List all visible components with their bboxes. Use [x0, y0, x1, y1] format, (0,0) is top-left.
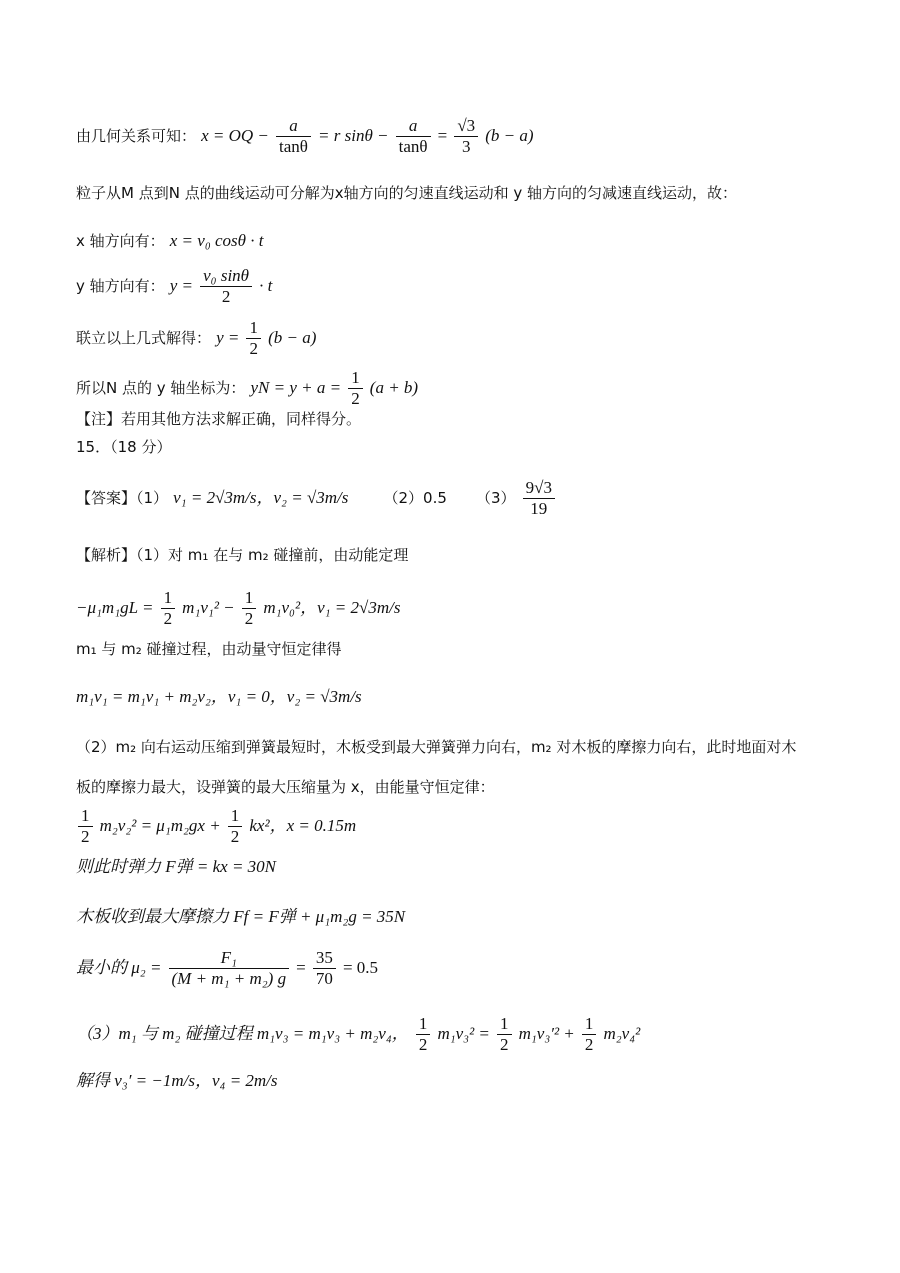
- fraction: $\frac{1}{2}$: [416, 1014, 431, 1055]
- solve-y-line: 联立以上几式解得： y = $\frac{1}{2}$ (b − a): [76, 318, 317, 358]
- fraction: $\frac{1}{2}$: [582, 1014, 597, 1055]
- fraction: $\frac{1}{2}$: [161, 588, 176, 629]
- fraction: $\frac{35}{70}$: [313, 948, 336, 989]
- energy-equation: $\frac{1}{2}$ m₂v₂² = μ₁m₂gx + $\frac{1}{2}$ kx²，x = 0.15m: [76, 806, 356, 847]
- n-point-coordinate-line: 所以N 点的 y 轴坐标为： yN = y + a = $\frac{1}{2}$ (a + b): [76, 368, 419, 408]
- fraction: $\frac{9√3}{19}$: [523, 478, 555, 519]
- fraction: $\frac{a}{\tan\theta}$: [276, 116, 311, 157]
- note-text: 【注】若用其他方法求解正确，同样得分。: [76, 410, 362, 428]
- kinetic-energy-equation: −μ₁m₁gL = $\frac{1}{2}$ m₁v₁² − $\frac{1}{2}$ m₁v₀²，v₁ = 2√3m/s: [76, 588, 401, 628]
- fraction: $\frac{\text{F₁}}{\text{(M + m₁ + m₂) g}}$: [169, 948, 290, 989]
- max-friction-line: 木板收到最大摩擦力 Ff = F弹 + μ₁m₂g = 35N: [76, 907, 406, 926]
- fraction: $\frac{1}{2}$: [348, 368, 363, 409]
- fraction: $\frac{1}{2}$: [228, 806, 243, 847]
- part3-collision-line: （3）m₁ 与 m₂ 碰撞过程 m₁v₃ = m₁v₃ + m₂v₄， $\frac{1}{2}$ m₁v₃² = $\frac{1}{2}$ m₁v₃′² + $\frac{1}{2}$ m₂v₄²: [76, 1014, 641, 1054]
- answer-line: 【答案】（1） v₁ = 2√3m/s，v₂ = √3m/s （2）0.5 （3） $\frac{9√3}{19}$: [76, 478, 557, 519]
- formula: (b − a): [485, 126, 534, 145]
- text: 由几何关系可知：: [76, 127, 197, 145]
- formula: =: [437, 126, 448, 145]
- part2-text-1: （2）m₂ 向右运动压缩到弹簧最短时，木板受到最大弹簧弹力向右，m₂ 对木板的摩擦力向右，此时地面对木: [76, 738, 797, 756]
- geometry-relation-line: [76, 116, 534, 157]
- fraction: $\frac{a}{\tan\theta}$: [396, 116, 431, 157]
- part2-text-2: 板的摩擦力最大，设弹簧的最大压缩量为 x，由能量守恒定律：: [76, 778, 495, 796]
- question-number: 15．（18 分）: [76, 438, 172, 456]
- momentum-equation: m₁v₁ = m₁v₁ + m₂v₂，v₁ = 0，v₂ = √3m/s: [76, 687, 362, 706]
- part3-solution-line: 解得 v₃′ = −1m/s，v₄ = 2m/s: [76, 1071, 278, 1090]
- analysis-intro: 【解析】（1）对 m₁ 在与 m₂ 碰撞前，由动能定理: [76, 546, 409, 564]
- spring-force-line: 则此时弹力 F弹 = kx = 30N: [76, 857, 277, 876]
- formula: x = OQ −: [201, 126, 269, 145]
- min-mu-line: 最小的 μ₂ = $\frac{\text{F₁}}{\text{(M + m₁ + m₂) g}}$ = $\frac{35}{70}$ = 0.5: [76, 948, 379, 988]
- collision-text: m₁ 与 m₂ 碰撞过程，由动量守恒定律得: [76, 640, 342, 658]
- fraction: $\frac{1}{2}$: [242, 588, 257, 629]
- fraction: $\frac{1}{2}$: [78, 806, 93, 847]
- fraction: $\frac{√3}{3}$: [454, 116, 478, 157]
- fraction: $\frac{1}{2}$: [246, 318, 261, 359]
- x-axis-equation: x 轴方向有： x = v₀ cosθ · t: [76, 231, 264, 250]
- decomposition-text: 粒子从M 点到N 点的曲线运动可分解为x轴方向的匀速直线运动和 y 轴方向的匀减速直线运动，故：: [76, 184, 737, 202]
- fraction: $\frac{\text{v₀ sinθ}}{2}$: [200, 266, 252, 307]
- fraction: $\frac{1}{2}$: [497, 1014, 512, 1055]
- y-axis-equation: y 轴方向有： y = $\frac{\text{v₀ sinθ}}{2}$ · t: [76, 266, 273, 306]
- formula: = r sinθ −: [318, 126, 389, 145]
